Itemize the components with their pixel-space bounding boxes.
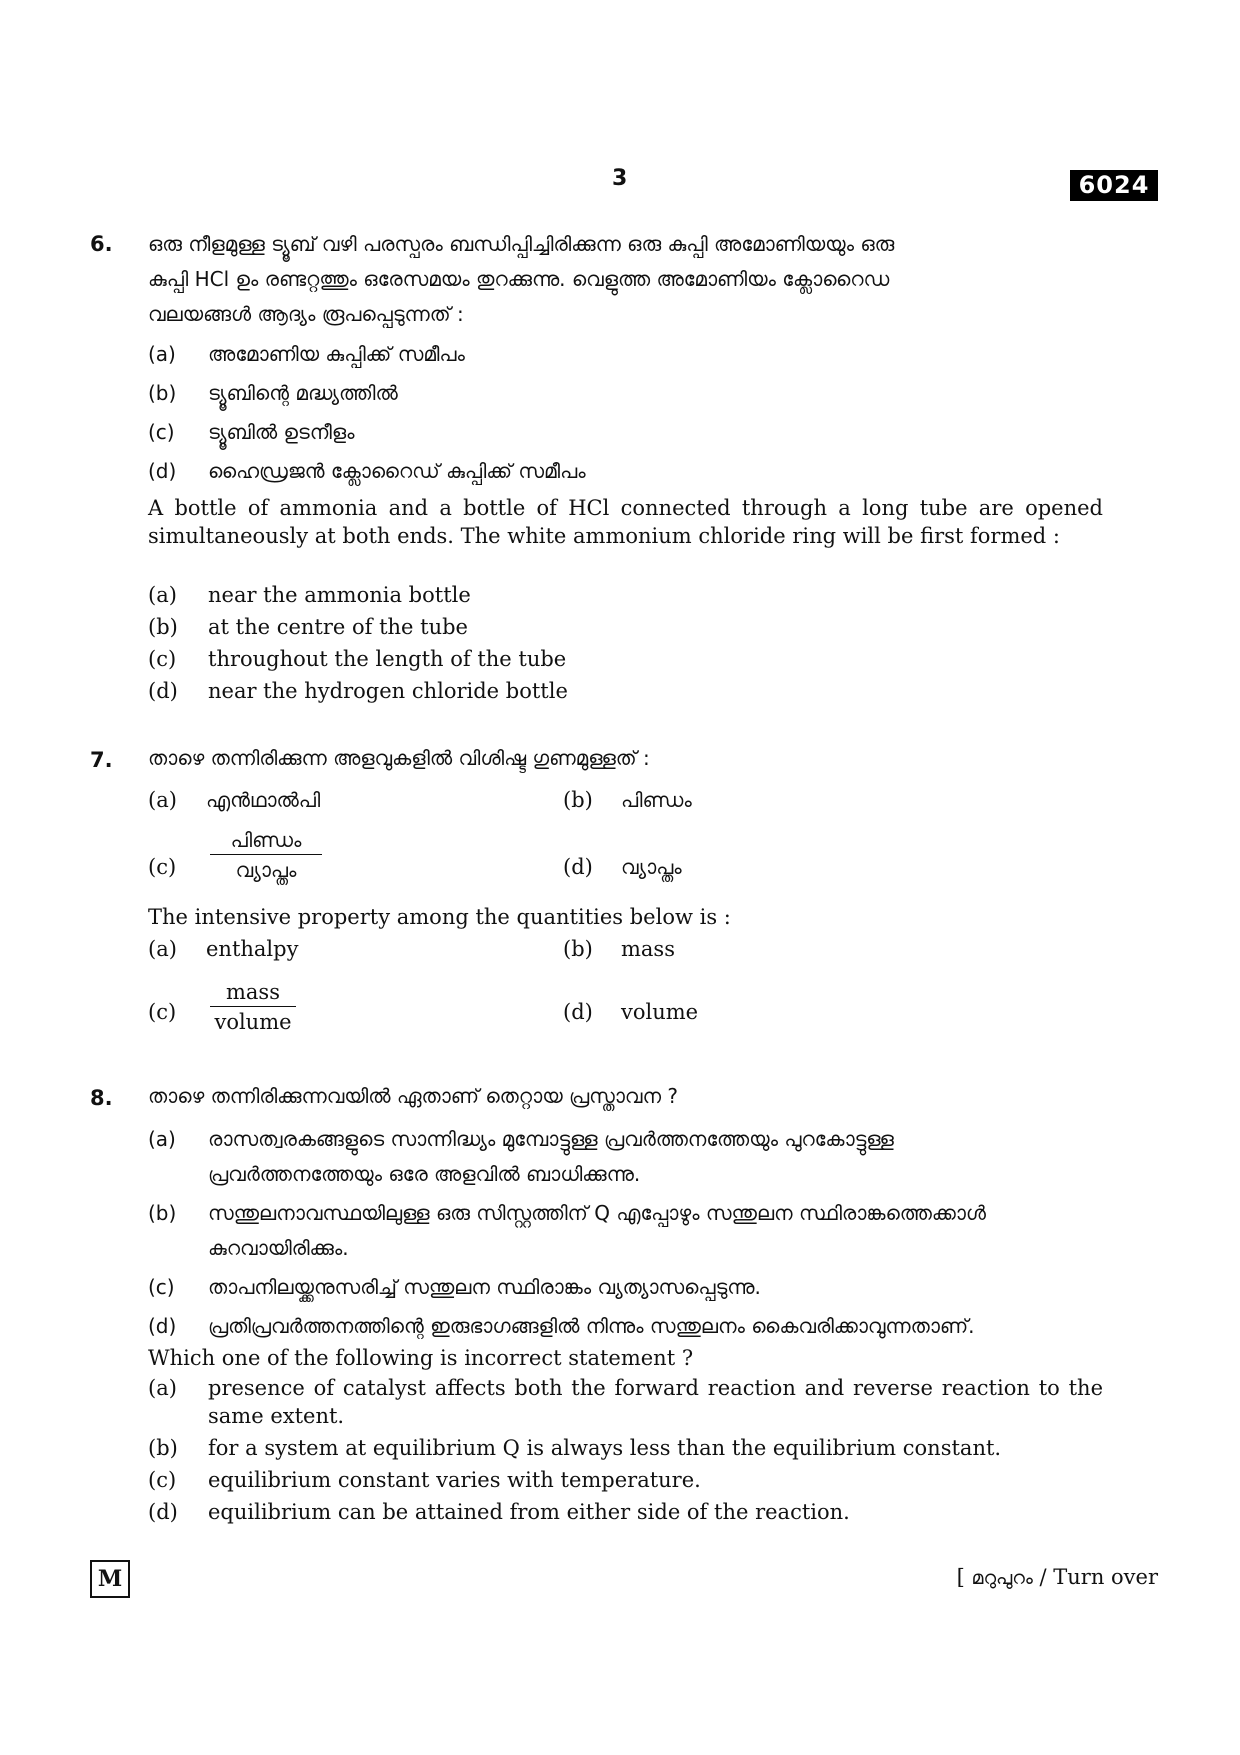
option-text: near the hydrogen chloride bottle	[208, 679, 568, 703]
option-label: (a)	[148, 583, 177, 607]
question-stem-malayalam	[148, 227, 1103, 332]
stem-line: ഒരു നീളമുള്ള ട്യൂബ് വഴി പരസ്പരം ബന്ധിപ്പിച്ചിരിക്കുന്ന ഒരു കുപ്പി അമോണിയയും ഒരു	[148, 232, 895, 256]
page-number: 3	[612, 166, 628, 191]
option-line: പ്രവർത്തനത്തേയും ഒരേ അളവിൽ ബാധിക്കുന്നു.	[208, 1162, 641, 1186]
option-label: (a)	[148, 1127, 176, 1151]
option-text: mass	[621, 937, 675, 961]
turn-over-bracket: [	[956, 1565, 972, 1589]
m-mark: M	[90, 1560, 130, 1598]
option-label: (a)	[148, 937, 177, 961]
option-text: പിണ്ഡം	[621, 788, 692, 812]
fraction-denominator: വ്യാപ്തം	[235, 858, 297, 882]
question-paper-code: 6024	[1070, 170, 1158, 201]
fraction-numerator: mass	[226, 980, 280, 1004]
option-label: (b)	[148, 1201, 177, 1225]
fraction-denominator: volume	[214, 1010, 292, 1034]
option-text: ട്യൂബിന്റെ മദ്ധ്യത്തിൽ	[208, 381, 398, 405]
option-line: സന്തുലനാവസ്ഥയിലുള്ള ഒരു സിസ്റ്റത്തിന് Q എപ്പോഴും സന്തുലന സ്ഥിരാങ്കത്തെക്കാൾ	[208, 1201, 986, 1225]
question-number: 8.	[90, 1086, 113, 1110]
option-label: (d)	[148, 459, 177, 483]
option-label: (d)	[148, 1500, 178, 1524]
question-stem-malayalam: താഴെ തന്നിരിക്കുന്ന അളവുകളിൽ വിശിഷ്ട ഗുണമുള്ളത് :	[148, 746, 650, 770]
option-label: (c)	[148, 647, 177, 671]
question-stem-malayalam: താഴെ തന്നിരിക്കുന്നവയിൽ ഏതാണ് തെറ്റായ പ്രസ്താവന ?	[148, 1084, 679, 1108]
question-number: 6.	[90, 232, 113, 256]
fraction-numerator: പിണ്ഡം	[230, 828, 302, 852]
question-stem-english: Which one of the following is incorrect statement ?	[148, 1346, 694, 1370]
option-text: ട്യൂബിൽ ഉടനീളം	[208, 420, 355, 444]
turn-over-english: / Turn over	[1032, 1565, 1158, 1589]
option-label: (d)	[563, 855, 593, 879]
question-number: 7.	[90, 748, 113, 772]
option-label: (b)	[148, 1436, 178, 1460]
question-stem-english: The intensive property among the quantities below is :	[148, 905, 731, 929]
option-line: രാസത്വരകങ്ങളുടെ സാന്നിദ്ധ്യം മുമ്പോട്ടുള്ള പ്രവർത്തനത്തേയും പുറകോട്ടുള്ള	[208, 1127, 894, 1151]
option-label: (b)	[148, 615, 178, 639]
option-text: near the ammonia bottle	[208, 583, 471, 607]
option-label: (c)	[148, 1275, 175, 1299]
turn-over-note	[957, 1565, 1158, 1589]
option-label: (d)	[148, 1314, 177, 1338]
option-label: (b)	[563, 788, 593, 812]
fraction-en	[210, 980, 296, 1034]
option-text: equilibrium can be attained from either side of the reaction.	[208, 1500, 850, 1524]
option-label: (a)	[148, 342, 176, 366]
option-label: (c)	[148, 1468, 177, 1492]
option-text: for a system at equilibrium Q is always less than the equilibrium constant.	[208, 1436, 1002, 1460]
option-text: throughout the length of the tube	[208, 647, 567, 671]
fraction-ml	[210, 828, 322, 882]
stem-line: വലയങ്ങൾ ആദ്യം രൂപപ്പെടുന്നത് :	[148, 302, 464, 326]
turn-over-malayalam: മറുപുറം	[971, 1567, 1033, 1589]
option-text: എൻഥാൽപി	[206, 788, 321, 812]
option-label: (c)	[148, 855, 177, 879]
option-text: presence of catalyst affects both the forward reaction and reverse reaction to the same extent.	[208, 1376, 1103, 1428]
question-stem-english: A bottle of ammonia and a bottle of HCl connected through a long tube are opened simultaneously at both ends. The white ammonium chloride ring will be first formed :	[148, 496, 1103, 548]
option-text: equilibrium constant varies with temperature.	[208, 1468, 701, 1492]
option-text: വ്യാപ്തം	[621, 855, 682, 879]
option-text: താപനിലയ്ക്കനുസരിച്ച് സന്തുലന സ്ഥിരാങ്കം വ്യത്യാസപ്പെടുന്നു.	[208, 1275, 761, 1299]
option-text: at the centre of the tube	[208, 615, 468, 639]
stem-line: കുപ്പി HCl ഉം രണ്ടറ്റത്തും ഒരേസമയം തുറക്കുന്നു. വെളുത്ത അമോണിയം ക്ലോറൈഡ	[148, 267, 890, 291]
option-label: (d)	[563, 1000, 593, 1024]
option-label: (b)	[563, 937, 593, 961]
option-line: കുറവായിരിക്കും.	[208, 1236, 349, 1260]
option-label: (a)	[148, 1376, 177, 1400]
option-text: ഹൈഡ്രജൻ ക്ലോറൈഡ് കുപ്പിക്ക് സമീപം	[208, 459, 586, 483]
option-label: (c)	[148, 420, 175, 444]
option-label: (b)	[148, 381, 177, 405]
option-label: (d)	[148, 679, 178, 703]
option-text: enthalpy	[206, 937, 299, 961]
option-text: പ്രതിപ്രവർത്തനത്തിന്റെ ഇരുഭാഗങ്ങളിൽ നിന്നും സന്തുലനം കൈവരിക്കാവുന്നതാണ്.	[208, 1314, 975, 1338]
option-text: അമോണിയ കുപ്പിക്ക് സമീപം	[208, 342, 465, 366]
option-label: (a)	[148, 788, 177, 812]
option-text: volume	[621, 1000, 699, 1024]
option-label: (c)	[148, 1000, 177, 1024]
